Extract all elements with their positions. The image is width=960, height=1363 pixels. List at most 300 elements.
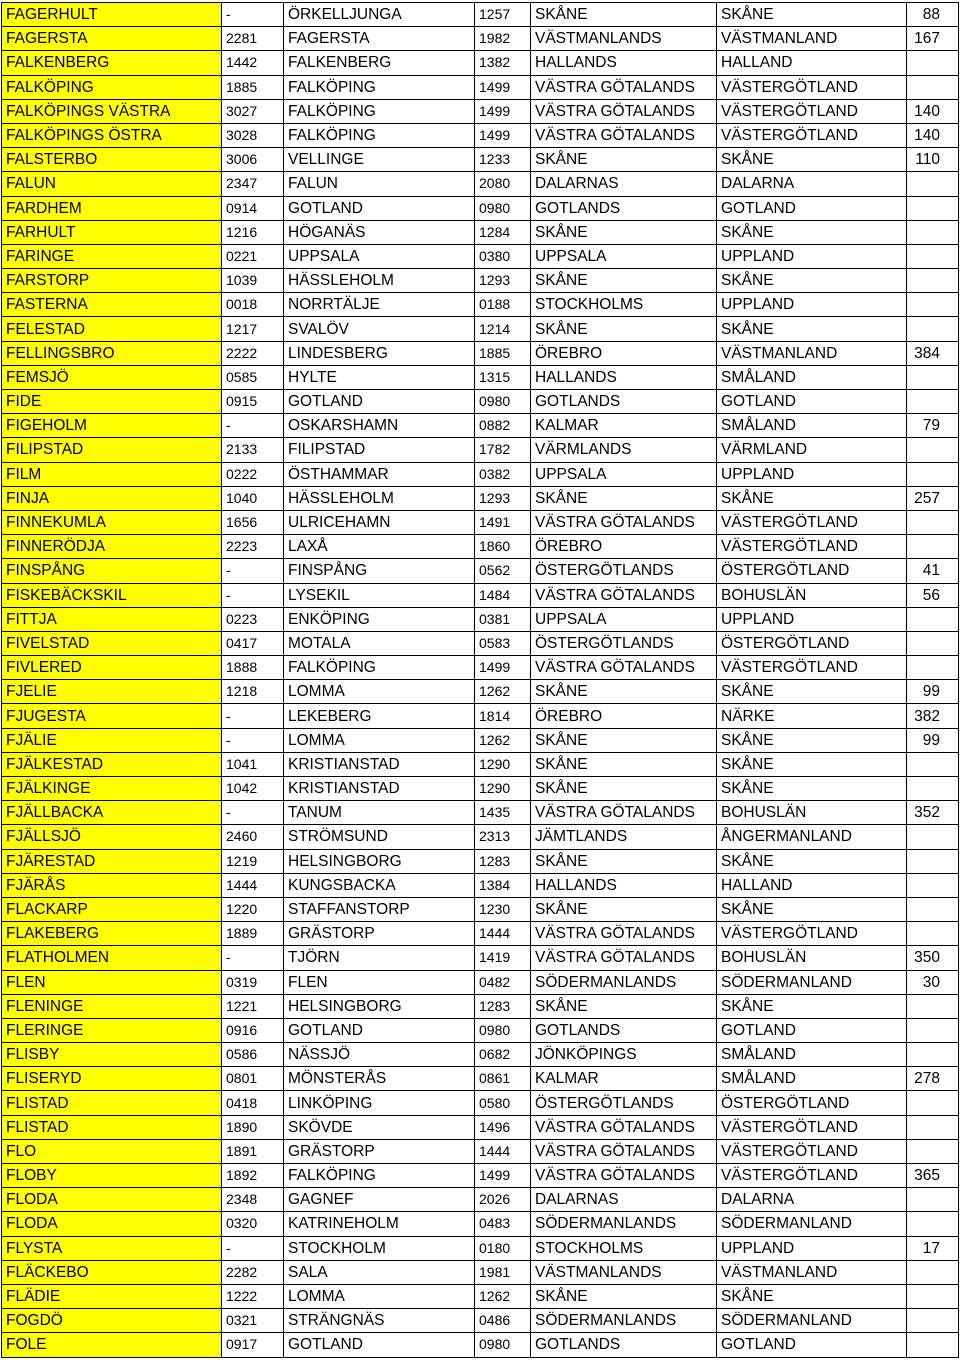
cell-province: UPPLAND (717, 1236, 907, 1260)
cell-county: VÄSTRA GÖTALANDS (531, 656, 717, 680)
cell-municipality-code: 1382 (475, 51, 531, 75)
cell-number: 140 (907, 99, 959, 123)
cell-municipality-code: 0483 (475, 1212, 531, 1236)
table-row (2, 1260, 959, 1284)
cell-place-name: FLÄDIE (2, 1284, 222, 1308)
cell-municipality-code: 2080 (475, 172, 531, 196)
cell-province: SKÅNE (717, 3, 907, 27)
cell-municipality: STAFFANSTORP (284, 897, 475, 921)
cell-number (907, 1212, 959, 1236)
cell-county: VÄSTRA GÖTALANDS (531, 123, 717, 147)
table-row (2, 27, 959, 51)
cell-municipality: FLEN (284, 970, 475, 994)
cell-municipality-code: 1499 (475, 656, 531, 680)
cell-province: VÄSTMANLAND (717, 341, 907, 365)
cell-parish-code: - (222, 704, 284, 728)
cell-number (907, 849, 959, 873)
cell-municipality: MÖNSTERÅS (284, 1067, 475, 1091)
cell-province: UPPLAND (717, 607, 907, 631)
cell-municipality: GOTLAND (284, 1333, 475, 1357)
cell-county: SÖDERMANLANDS (531, 1212, 717, 1236)
cell-municipality: SALA (284, 1260, 475, 1284)
cell-number (907, 1115, 959, 1139)
cell-county: VÄSTMANLANDS (531, 1260, 717, 1284)
cell-place-name: FINNEKUMLA (2, 510, 222, 534)
cell-province: SMÅLAND (717, 414, 907, 438)
cell-number (907, 1018, 959, 1042)
cell-municipality-code: 1860 (475, 535, 531, 559)
cell-parish-code: 1444 (222, 873, 284, 897)
cell-place-name: FJELIE (2, 680, 222, 704)
table-row (2, 414, 959, 438)
cell-place-name: FILIPSTAD (2, 438, 222, 462)
table-row (2, 341, 959, 365)
cell-place-name: FJUGESTA (2, 704, 222, 728)
cell-municipality-code: 0180 (475, 1236, 531, 1260)
cell-place-name: FIVLERED (2, 656, 222, 680)
cell-parish-code: 1039 (222, 269, 284, 293)
cell-number (907, 922, 959, 946)
cell-parish-code: 1222 (222, 1284, 284, 1308)
cell-number (907, 631, 959, 655)
table-row (2, 559, 959, 583)
table-row (2, 1091, 959, 1115)
table-row (2, 3, 959, 27)
cell-place-name: FLISTAD (2, 1115, 222, 1139)
table-row (2, 1067, 959, 1091)
cell-parish-code: 2347 (222, 172, 284, 196)
cell-parish-code: 0221 (222, 244, 284, 268)
cell-municipality-code: 0580 (475, 1091, 531, 1115)
cell-place-name: FINJA (2, 486, 222, 510)
cell-municipality: MOTALA (284, 631, 475, 655)
cell-number (907, 244, 959, 268)
cell-municipality: ULRICEHAMN (284, 510, 475, 534)
cell-province: SKÅNE (717, 317, 907, 341)
table-row (2, 75, 959, 99)
cell-county: SKÅNE (531, 752, 717, 776)
cell-province: HALLAND (717, 51, 907, 75)
cell-municipality: LOMMA (284, 1284, 475, 1308)
cell-province: SÖDERMANLAND (717, 1212, 907, 1236)
cell-county: ÖREBRO (531, 341, 717, 365)
cell-municipality-code: 1444 (475, 1139, 531, 1163)
cell-province: HALLAND (717, 873, 907, 897)
cell-municipality-code: 1262 (475, 728, 531, 752)
cell-number (907, 390, 959, 414)
cell-parish-code: 0585 (222, 365, 284, 389)
cell-parish-code: 0914 (222, 196, 284, 220)
cell-number: 365 (907, 1164, 959, 1188)
cell-municipality-code: 0980 (475, 1333, 531, 1357)
cell-parish-code: 3006 (222, 148, 284, 172)
cell-parish-code: 1442 (222, 51, 284, 75)
cell-county: VÄSTRA GÖTALANDS (531, 1115, 717, 1139)
cell-municipality-code: 1499 (475, 1164, 531, 1188)
cell-municipality-code: 1499 (475, 123, 531, 147)
cell-county: SKÅNE (531, 728, 717, 752)
table-row (2, 825, 959, 849)
cell-place-name: FALKENBERG (2, 51, 222, 75)
cell-municipality-code: 1419 (475, 946, 531, 970)
cell-county: VÄRMLANDS (531, 438, 717, 462)
cell-province: SKÅNE (717, 994, 907, 1018)
cell-place-name: FJÄRESTAD (2, 849, 222, 873)
cell-parish-code: 1885 (222, 75, 284, 99)
cell-municipality-code: 1981 (475, 1260, 531, 1284)
table-row (2, 873, 959, 897)
cell-municipality: FALKÖPING (284, 99, 475, 123)
table-row (2, 680, 959, 704)
table-row (2, 1236, 959, 1260)
cell-place-name: FALKÖPINGS ÖSTRA (2, 123, 222, 147)
cell-province: NÄRKE (717, 704, 907, 728)
cell-county: SKÅNE (531, 777, 717, 801)
cell-province: VÄSTERGÖTLAND (717, 1139, 907, 1163)
cell-parish-code: 1891 (222, 1139, 284, 1163)
cell-province: UPPLAND (717, 293, 907, 317)
cell-municipality: GOTLAND (284, 1018, 475, 1042)
cell-place-name: FARHULT (2, 220, 222, 244)
cell-number: 56 (907, 583, 959, 607)
cell-municipality-code: 0882 (475, 414, 531, 438)
table-row (2, 220, 959, 244)
cell-place-name: FARINGE (2, 244, 222, 268)
cell-parish-code: 2281 (222, 27, 284, 51)
table-row (2, 317, 959, 341)
cell-province: VÄSTERGÖTLAND (717, 1115, 907, 1139)
cell-number (907, 438, 959, 462)
cell-parish-code: 2222 (222, 341, 284, 365)
cell-municipality-code: 0980 (475, 390, 531, 414)
cell-municipality: HÖGANÄS (284, 220, 475, 244)
cell-place-name: FITTJA (2, 607, 222, 631)
cell-number: 41 (907, 559, 959, 583)
cell-county: STOCKHOLMS (531, 293, 717, 317)
cell-parish-code: 0222 (222, 462, 284, 486)
table-row (2, 123, 959, 147)
cell-province: VÄSTERGÖTLAND (717, 922, 907, 946)
cell-number: 88 (907, 3, 959, 27)
cell-province: VÄSTERGÖTLAND (717, 535, 907, 559)
cell-parish-code: 0418 (222, 1091, 284, 1115)
cell-number (907, 51, 959, 75)
table-row (2, 510, 959, 534)
table-row (2, 777, 959, 801)
cell-province: DALARNA (717, 172, 907, 196)
cell-parish-code: 0319 (222, 970, 284, 994)
cell-county: VÄSTRA GÖTALANDS (531, 801, 717, 825)
cell-parish-code: 1892 (222, 1164, 284, 1188)
cell-county: GOTLANDS (531, 1333, 717, 1357)
cell-number: 79 (907, 414, 959, 438)
cell-municipality-code: 1262 (475, 1284, 531, 1308)
cell-province: SÖDERMANLAND (717, 1309, 907, 1333)
cell-province: GOTLAND (717, 1018, 907, 1042)
cell-number: 384 (907, 341, 959, 365)
table-row (2, 849, 959, 873)
cell-place-name: FILM (2, 462, 222, 486)
cell-province: SMÅLAND (717, 1043, 907, 1067)
cell-parish-code: - (222, 414, 284, 438)
cell-municipality-code: 1214 (475, 317, 531, 341)
cell-province: VÄSTERGÖTLAND (717, 123, 907, 147)
table-row (2, 994, 959, 1018)
cell-parish-code: - (222, 559, 284, 583)
cell-municipality: STOCKHOLM (284, 1236, 475, 1260)
cell-county: ÖREBRO (531, 704, 717, 728)
table-row (2, 462, 959, 486)
cell-province: SMÅLAND (717, 365, 907, 389)
cell-parish-code: 1041 (222, 752, 284, 776)
cell-number (907, 607, 959, 631)
table-row (2, 1043, 959, 1067)
cell-municipality-code: 1290 (475, 777, 531, 801)
cell-county: GOTLANDS (531, 1018, 717, 1042)
cell-place-name: FLACKARP (2, 897, 222, 921)
cell-county: VÄSTMANLANDS (531, 27, 717, 51)
cell-province: VÄSTERGÖTLAND (717, 1164, 907, 1188)
cell-municipality-code: 1262 (475, 680, 531, 704)
place-table (1, 2, 959, 1358)
cell-county: VÄSTRA GÖTALANDS (531, 1139, 717, 1163)
cell-province: SKÅNE (717, 220, 907, 244)
table-row (2, 728, 959, 752)
cell-number (907, 1309, 959, 1333)
cell-county: KALMAR (531, 414, 717, 438)
table-row (2, 293, 959, 317)
table-row (2, 752, 959, 776)
cell-municipality: FILIPSTAD (284, 438, 475, 462)
cell-municipality-code: 0861 (475, 1067, 531, 1091)
cell-municipality: FAGERSTA (284, 27, 475, 51)
cell-parish-code: 0321 (222, 1309, 284, 1333)
cell-municipality-code: 1233 (475, 148, 531, 172)
cell-county: ÖREBRO (531, 535, 717, 559)
cell-county: STOCKHOLMS (531, 1236, 717, 1260)
cell-county: VÄSTRA GÖTALANDS (531, 510, 717, 534)
cell-county: VÄSTRA GÖTALANDS (531, 1164, 717, 1188)
cell-place-name: FLYSTA (2, 1236, 222, 1260)
cell-number (907, 510, 959, 534)
cell-place-name: FOLE (2, 1333, 222, 1357)
table-row (2, 922, 959, 946)
cell-county: VÄSTRA GÖTALANDS (531, 922, 717, 946)
table-row (2, 801, 959, 825)
cell-parish-code: 1220 (222, 897, 284, 921)
cell-parish-code: 1218 (222, 680, 284, 704)
cell-county: UPPSALA (531, 244, 717, 268)
cell-county: DALARNAS (531, 1188, 717, 1212)
cell-municipality-code: 1484 (475, 583, 531, 607)
cell-place-name: FLAKEBERG (2, 922, 222, 946)
cell-number: 140 (907, 123, 959, 147)
cell-municipality-code: 0188 (475, 293, 531, 317)
cell-place-name: FJÄRÅS (2, 873, 222, 897)
cell-province: SKÅNE (717, 486, 907, 510)
cell-place-name: FJÄLLSJÖ (2, 825, 222, 849)
cell-parish-code: 2348 (222, 1188, 284, 1212)
cell-province: SKÅNE (717, 680, 907, 704)
cell-county: ÖSTERGÖTLANDS (531, 559, 717, 583)
cell-municipality: HÄSSLEHOLM (284, 486, 475, 510)
cell-municipality-code: 2313 (475, 825, 531, 849)
cell-county: VÄSTRA GÖTALANDS (531, 99, 717, 123)
cell-place-name: FJÄLKESTAD (2, 752, 222, 776)
cell-place-name: FIGEHOLM (2, 414, 222, 438)
cell-municipality-code: 1496 (475, 1115, 531, 1139)
cell-municipality-code: 2026 (475, 1188, 531, 1212)
table-row (2, 1139, 959, 1163)
cell-parish-code: 0586 (222, 1043, 284, 1067)
cell-municipality-code: 1782 (475, 438, 531, 462)
cell-number: 350 (907, 946, 959, 970)
cell-municipality-code: 1290 (475, 752, 531, 776)
cell-municipality-code: 1435 (475, 801, 531, 825)
cell-parish-code: 2460 (222, 825, 284, 849)
cell-parish-code: - (222, 728, 284, 752)
cell-province: UPPLAND (717, 462, 907, 486)
cell-number (907, 994, 959, 1018)
cell-number (907, 777, 959, 801)
cell-place-name: FLENINGE (2, 994, 222, 1018)
cell-number (907, 269, 959, 293)
cell-province: BOHUSLÄN (717, 583, 907, 607)
table-row (2, 172, 959, 196)
cell-province: VÄSTERGÖTLAND (717, 656, 907, 680)
cell-county: SKÅNE (531, 269, 717, 293)
cell-place-name: FELESTAD (2, 317, 222, 341)
cell-county: VÄSTRA GÖTALANDS (531, 583, 717, 607)
cell-parish-code: - (222, 801, 284, 825)
table-row (2, 51, 959, 75)
cell-place-name: FEMSJÖ (2, 365, 222, 389)
table-row (2, 1164, 959, 1188)
cell-number: 99 (907, 680, 959, 704)
cell-county: DALARNAS (531, 172, 717, 196)
cell-municipality-code: 1982 (475, 27, 531, 51)
cell-province: VÄRMLAND (717, 438, 907, 462)
cell-number (907, 1043, 959, 1067)
cell-county: HALLANDS (531, 51, 717, 75)
cell-municipality: GOTLAND (284, 196, 475, 220)
cell-place-name: FISKEBÄCKSKIL (2, 583, 222, 607)
cell-county: HALLANDS (531, 365, 717, 389)
cell-county: SKÅNE (531, 1284, 717, 1308)
cell-municipality: GAGNEF (284, 1188, 475, 1212)
cell-parish-code: 1042 (222, 777, 284, 801)
cell-province: GOTLAND (717, 390, 907, 414)
cell-number (907, 365, 959, 389)
cell-municipality-code: 1885 (475, 341, 531, 365)
cell-municipality: VELLINGE (284, 148, 475, 172)
cell-place-name: FLODA (2, 1212, 222, 1236)
cell-place-name: FLERINGE (2, 1018, 222, 1042)
cell-place-name: FELLINGSBRO (2, 341, 222, 365)
cell-municipality: KATRINEHOLM (284, 1212, 475, 1236)
cell-county: GOTLANDS (531, 196, 717, 220)
cell-municipality-code: 0486 (475, 1309, 531, 1333)
cell-number: 352 (907, 801, 959, 825)
table-row (2, 704, 959, 728)
table-row (2, 970, 959, 994)
cell-place-name: FLÄCKEBO (2, 1260, 222, 1284)
cell-county: VÄSTRA GÖTALANDS (531, 946, 717, 970)
cell-number (907, 897, 959, 921)
cell-parish-code: 1040 (222, 486, 284, 510)
cell-municipality: FALKÖPING (284, 656, 475, 680)
cell-municipality: STRÄNGNÄS (284, 1309, 475, 1333)
cell-province: SMÅLAND (717, 1067, 907, 1091)
cell-parish-code: 0223 (222, 607, 284, 631)
cell-county: KALMAR (531, 1067, 717, 1091)
cell-municipality: KUNGSBACKA (284, 873, 475, 897)
cell-place-name: FALSTERBO (2, 148, 222, 172)
cell-number (907, 317, 959, 341)
cell-place-name: FINNERÖDJA (2, 535, 222, 559)
cell-municipality-code: 0583 (475, 631, 531, 655)
cell-parish-code: 0915 (222, 390, 284, 414)
cell-parish-code: 0801 (222, 1067, 284, 1091)
cell-place-name: FALKÖPINGS VÄSTRA (2, 99, 222, 123)
cell-number (907, 1284, 959, 1308)
table-row (2, 1309, 959, 1333)
cell-municipality-code: 1814 (475, 704, 531, 728)
cell-province: SÖDERMANLAND (717, 970, 907, 994)
cell-number: 278 (907, 1067, 959, 1091)
cell-municipality: HÄSSLEHOLM (284, 269, 475, 293)
cell-municipality: LAXÅ (284, 535, 475, 559)
cell-place-name: FJÄLIE (2, 728, 222, 752)
cell-county: SKÅNE (531, 680, 717, 704)
cell-place-name: FALUN (2, 172, 222, 196)
cell-province: SKÅNE (717, 777, 907, 801)
cell-municipality: LYSEKIL (284, 583, 475, 607)
cell-municipality-code: 1444 (475, 922, 531, 946)
cell-place-name: FINSPÅNG (2, 559, 222, 583)
cell-municipality: HELSINGBORG (284, 994, 475, 1018)
cell-place-name: FJÄLKINGE (2, 777, 222, 801)
cell-province: GOTLAND (717, 196, 907, 220)
cell-number (907, 752, 959, 776)
cell-number: 110 (907, 148, 959, 172)
table-row (2, 1018, 959, 1042)
cell-municipality: GRÄSTORP (284, 1139, 475, 1163)
cell-municipality-code: 1283 (475, 994, 531, 1018)
cell-parish-code: 0018 (222, 293, 284, 317)
cell-municipality: SVALÖV (284, 317, 475, 341)
cell-municipality: SKÖVDE (284, 1115, 475, 1139)
cell-province: VÄSTERGÖTLAND (717, 75, 907, 99)
cell-parish-code: 0917 (222, 1333, 284, 1357)
cell-county: ÖSTERGÖTLANDS (531, 1091, 717, 1115)
cell-place-name: FLOBY (2, 1164, 222, 1188)
cell-number (907, 1260, 959, 1284)
cell-place-name: FIVELSTAD (2, 631, 222, 655)
cell-number (907, 1188, 959, 1212)
cell-number (907, 172, 959, 196)
cell-county: SÖDERMANLANDS (531, 1309, 717, 1333)
cell-county: UPPSALA (531, 462, 717, 486)
cell-parish-code: 1656 (222, 510, 284, 534)
cell-county: ÖSTERGÖTLANDS (531, 631, 717, 655)
cell-province: SKÅNE (717, 1284, 907, 1308)
cell-province: BOHUSLÄN (717, 801, 907, 825)
cell-parish-code: 3028 (222, 123, 284, 147)
cell-place-name: FLISTAD (2, 1091, 222, 1115)
cell-municipality-code: 1384 (475, 873, 531, 897)
cell-parish-code: 1888 (222, 656, 284, 680)
